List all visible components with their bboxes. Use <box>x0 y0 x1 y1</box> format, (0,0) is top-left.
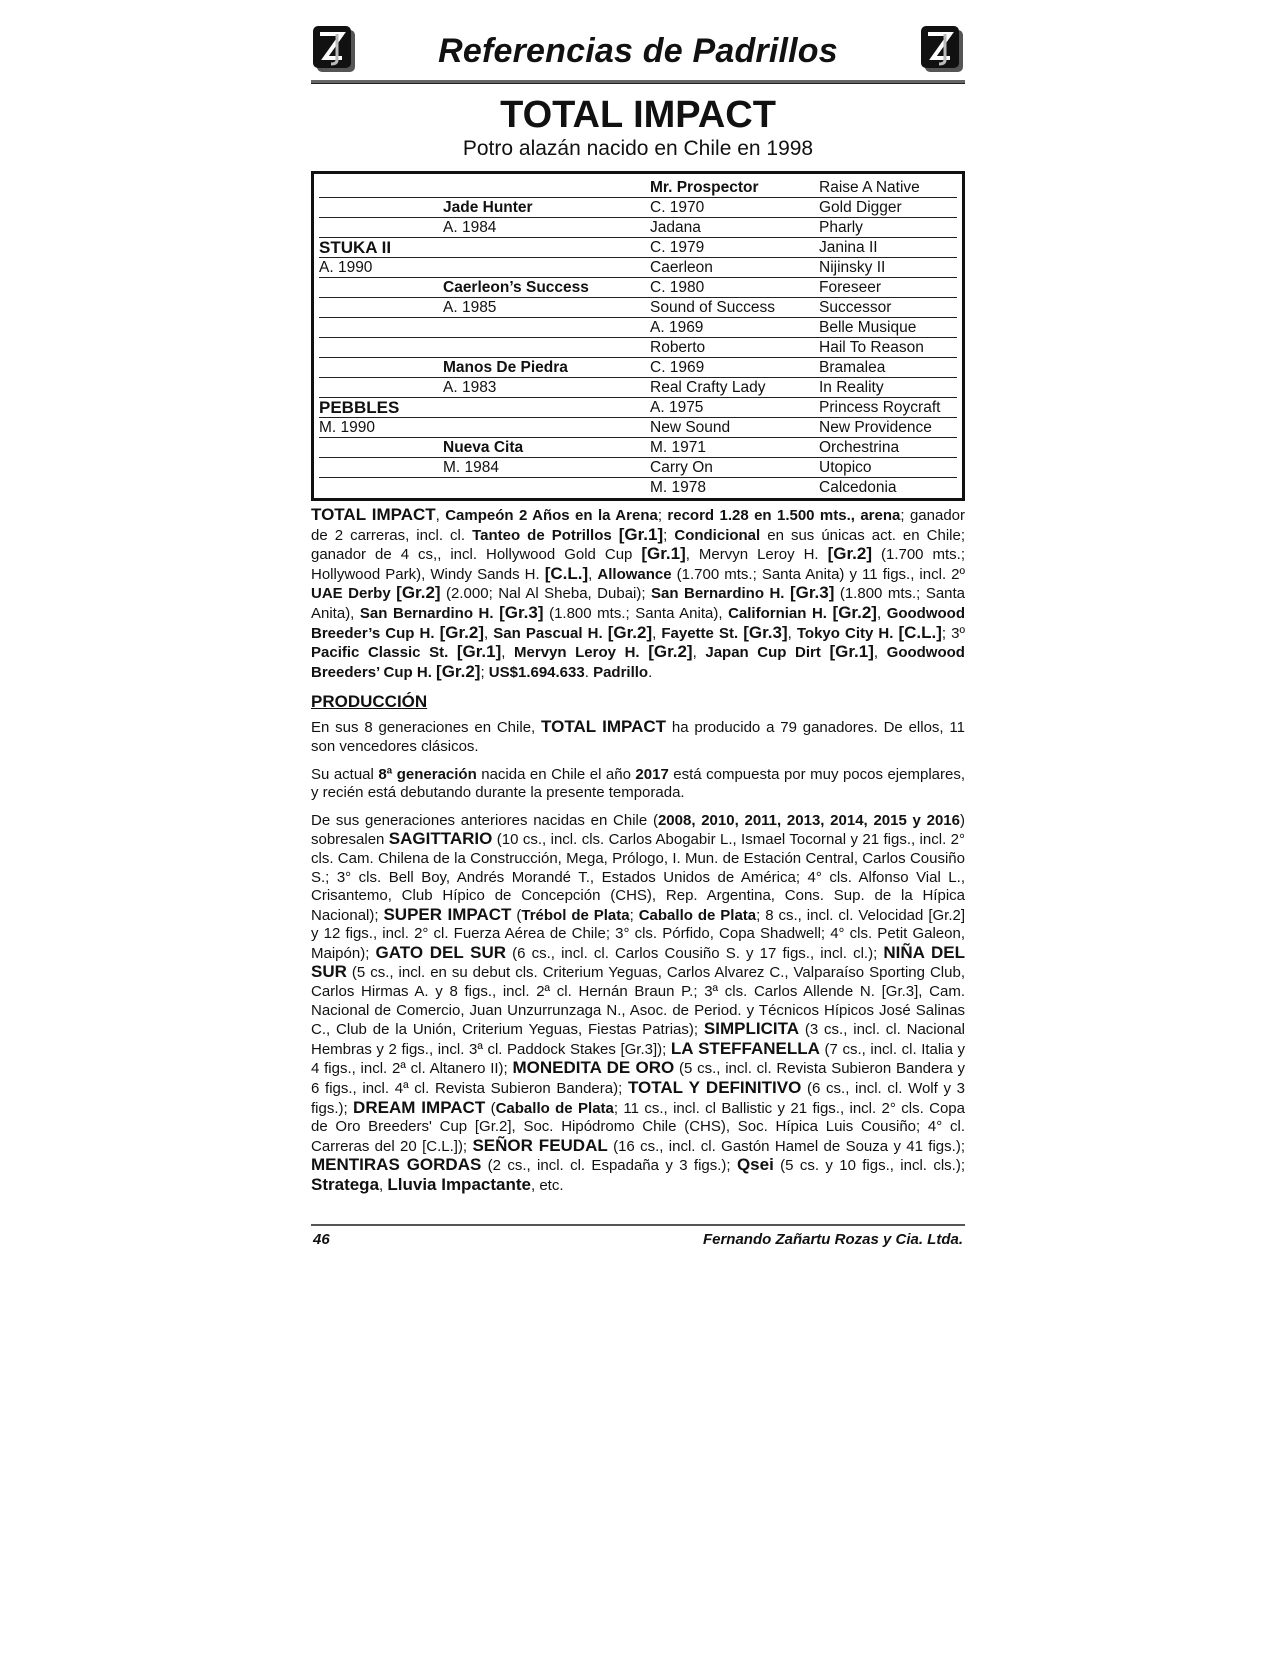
grade-text: [Gr.3] <box>743 622 788 642</box>
text-run: ha producido a 79 ganadores. De ellos, 11 son vencedores clásicos. <box>311 719 965 755</box>
pedigree-cell: Gold Digger <box>819 199 902 216</box>
text-run: . <box>584 663 594 681</box>
grade-text: [Gr.2] <box>832 602 877 622</box>
pedigree-row <box>319 278 957 298</box>
text-run: San Pascual H. <box>493 624 603 642</box>
pedigree-cell: Mr. Prospector <box>650 179 759 196</box>
text-run: Caballo de Plata <box>638 906 757 924</box>
pedigree-cell: Roberto <box>650 339 706 356</box>
pedigree-cell: Jade Hunter <box>443 199 533 216</box>
text-run: Goodwood Breeder’s Cup H. <box>311 604 965 642</box>
pedigree-cell: Nijinsky II <box>819 259 886 276</box>
pedigree-cell: Princess Roycraft <box>819 399 941 416</box>
text-run: Su actual <box>311 765 379 783</box>
horse-name-text: Stratega <box>311 1175 380 1194</box>
pedigree-cell: A. 1969 <box>650 319 704 336</box>
pedigree-cell: A. 1990 <box>319 259 373 276</box>
pedigree-row <box>319 318 957 338</box>
pedigree-table <box>311 171 965 501</box>
pedigree-cell: M. 1978 <box>650 479 707 496</box>
text-run: ; 11 cs., incl. cl Ballistic y 21 figs., incl. 2° cls. Copa de Oro Breeders' Cup <box>311 1099 965 1136</box>
text-run: (6 cs., incl. cl. Carlos Cousiño S. y 17 figs., incl. cl.); <box>506 944 884 962</box>
text-run: (1.700 mts.; Santa Anita) y 11 figs., incl. 2º <box>671 565 965 583</box>
text-run: , Mervyn Leroy H. <box>685 546 828 564</box>
horse-name-text: TOTAL Y DEFINITIVO <box>627 1078 802 1098</box>
text-run: , Soc. Hipódromo Chile (CHS), Soc. Hípica Luis Cousiño; 4° cl. Carreras del 20 <box>311 1118 965 1155</box>
pedigree-cell: STUKA II <box>319 238 392 257</box>
pedigree-row <box>319 218 957 238</box>
text-run: 8ª generación <box>378 765 477 783</box>
grade-text: [Gr.1] <box>641 544 686 564</box>
horse-name-text: MENTIRAS GORDAS <box>311 1155 482 1175</box>
pedigree-cell <box>319 378 443 397</box>
pedigree-cell <box>319 298 443 317</box>
pedigree-cell: A. 1984 <box>443 219 497 236</box>
pedigree-cell <box>319 178 443 197</box>
pedigree-cell: Foreseer <box>819 279 882 296</box>
pedigree-cell: Jadana <box>650 219 701 236</box>
pedigree-cell: C. 1980 <box>650 279 705 296</box>
horse-name-text: Qsei <box>736 1155 774 1175</box>
grade-text: [Gr.1] <box>618 524 664 544</box>
pedigree-row <box>319 358 957 378</box>
text-run <box>612 527 619 544</box>
pedigree-row <box>319 398 957 418</box>
grade-text: [Gr.1] <box>829 642 874 662</box>
text-run: Trébol de Plata <box>521 906 630 924</box>
horse-name-text: TOTAL IMPACT <box>311 505 436 524</box>
text-run: ( <box>485 1099 496 1117</box>
horse-name-text: SIMPLICITA <box>703 1019 799 1039</box>
pedigree-cell: Belle Musique <box>819 319 917 336</box>
pedigree-row <box>319 418 957 438</box>
grade-text: [C.L.] <box>544 563 589 583</box>
text-run: ; ganador de 2 carreras, incl. cl. <box>311 507 965 544</box>
pedigree-row <box>319 238 957 258</box>
text-run: , <box>873 644 887 662</box>
text-run: (7 cs., incl. cl. Italia y 4 figs., incl. 2ª cl. Altanero II); <box>311 1040 965 1078</box>
horse-name-text: MONEDITA DE ORO <box>512 1058 675 1078</box>
text-run: ; <box>657 507 668 524</box>
text-run: San Bernardino H. <box>651 585 785 603</box>
grade-text: [Gr.3] <box>881 983 919 1001</box>
pedigree-cell: Raise A Native <box>819 179 920 196</box>
zr-logo-icon <box>919 24 965 74</box>
text-run: ; <box>629 906 639 924</box>
produccion-section <box>311 718 965 1195</box>
produccion-paragraph <box>311 718 965 756</box>
text-run: (1.800 mts.; Santa Anita), <box>311 585 966 622</box>
text-run: , <box>652 624 662 642</box>
pedigree-cell <box>443 178 650 197</box>
text-run: Japan Cup Dirt <box>705 644 821 662</box>
text-run: Caballo de Plata <box>495 1099 614 1117</box>
pedigree-cell: M. 1971 <box>650 439 707 456</box>
pedigree-cell: Real Crafty Lady <box>650 379 766 396</box>
text-run: record 1.28 en 1.500 mts., arena <box>667 507 901 524</box>
pedigree-cell <box>443 478 650 497</box>
pedigree-cell: A. 1985 <box>443 299 497 316</box>
text-run: Tokyo City H. <box>796 624 894 642</box>
pedigree-cell <box>319 458 443 477</box>
grade-text: [Gr.2] <box>439 622 484 642</box>
horse-name-text: TOTAL IMPACT <box>541 717 667 737</box>
text-run: , <box>588 565 598 583</box>
text-run: (16 cs., incl. cl. Gastón Hamel de Souza y 41 figs.); <box>607 1137 965 1155</box>
text-run: (5 cs., incl. en su debut cls. Criterium Yeguas, Carlos Alvarez C., Valparaíso Sporting Club, Carlos Hirmas A. y 8 figs., incl. 2ª cl. Hernán Braun P.; 3ª cls. Carlos Allende N. <box>311 964 965 1001</box>
text-run: (1.700 mts.; Hollywood Park), Windy Sands H. <box>311 546 965 583</box>
horse-name-text: DREAM IMPACT <box>353 1097 486 1117</box>
text-run: (3 cs., incl. cl. Nacional Hembras y 2 figs., incl. 3ª cl. Paddock Stakes <box>311 1021 965 1058</box>
grade-text: [C.L.] <box>898 622 942 642</box>
grade-text: [Gr.3] <box>789 583 835 603</box>
text-run: 2008, 2010, 2011, 2013, 2014, 2015 y 2016 <box>657 811 960 829</box>
pedigree-row <box>319 458 957 478</box>
text-run: , <box>484 624 494 642</box>
pedigree-cell <box>443 318 650 337</box>
pedigree-row <box>319 378 957 398</box>
pedigree-cell: C. 1969 <box>650 359 705 376</box>
pedigree-cell <box>443 338 650 357</box>
pedigree-cell: M. 1984 <box>443 459 500 476</box>
pedigree-cell: Calcedonia <box>819 479 897 496</box>
text-run: US$1.694.633 <box>488 663 585 681</box>
text-run: Mervyn Leroy H. <box>514 644 640 662</box>
pedigree-cell: In Reality <box>819 379 884 396</box>
text-run: ; 3º <box>941 624 965 642</box>
text-run: nacida en Chile el año <box>476 765 636 783</box>
page-footer <box>311 1224 965 1252</box>
pedigree-cell: Hail To Reason <box>819 339 924 356</box>
text-run: San Bernardino H. <box>359 604 494 622</box>
text-run: ; <box>480 663 489 681</box>
pedigree-row <box>319 338 957 358</box>
text-run: ( <box>511 906 522 924</box>
text-run: , <box>692 644 706 662</box>
pedigree-cell <box>319 198 443 217</box>
pedigree-cell: Sound of Success <box>650 299 775 316</box>
pedigree-cell: Nueva Cita <box>443 439 524 456</box>
pedigree-cell: PEBBLES <box>319 398 400 417</box>
text-run: , <box>787 624 797 642</box>
pedigree-cell <box>319 438 443 457</box>
text-run: (6 cs., incl. cl. Wolf y 3 figs.); <box>311 1080 965 1117</box>
header-title: Referencias de Padrillos <box>438 32 838 70</box>
produccion-paragraph <box>311 766 965 803</box>
text-run: , etc. <box>530 1177 564 1194</box>
document-page <box>311 20 966 1248</box>
page-header <box>311 20 965 80</box>
text-run <box>448 644 457 661</box>
pedigree-cell: Carry On <box>650 459 713 476</box>
pedigree-cell: Janina II <box>819 239 878 256</box>
pedigree-cell <box>319 358 443 377</box>
text-run: UAE Derby <box>311 585 391 603</box>
section-title-produccion: PRODUCCIÓN <box>311 692 428 712</box>
grade-text: [Gr.2] <box>396 583 441 603</box>
text-run: En sus 8 generaciones en Chile, <box>311 719 542 737</box>
horse-name-text: Lluvia Impactante <box>387 1175 531 1194</box>
pedigree-cell: C. 1970 <box>650 199 705 216</box>
pedigree-cell: A. 1983 <box>443 379 497 396</box>
grade-text: [Gr.2] <box>607 622 653 642</box>
horse-subtitle: Potro alazán nacido en Chile en 1998 <box>462 137 814 160</box>
text-run: ); <box>657 1040 671 1058</box>
pedigree-cell: Successor <box>819 299 892 316</box>
text-run <box>640 644 649 661</box>
grade-text: [Gr.3] <box>499 602 544 622</box>
pedigree-row <box>319 178 957 198</box>
text-run: ) sobresalen <box>311 811 965 849</box>
grade-text: [Gr.2] <box>648 642 693 662</box>
text-run: . <box>648 663 653 681</box>
horse-name-text: GATO DEL SUR <box>375 942 507 962</box>
text-run: , <box>876 604 887 622</box>
text-run: , <box>501 644 515 662</box>
pedigree-cell <box>443 418 650 437</box>
pedigree-row <box>319 258 957 278</box>
text-run: ; 8 cs., incl. cl. Velocidad <box>756 906 929 924</box>
horse-name-text: SEÑOR FEUDAL <box>472 1135 608 1155</box>
text-run: , <box>379 1177 388 1194</box>
horse-name-text: NIÑA DEL SUR <box>311 942 965 982</box>
text-run: (10 cs., incl. cls. Carlos Abogabir L., Ismael Tocornal y 21 figs., incl. 2° cls. Cam. Chilena de la Construcción, Mega, Prólogo, I. Mun. de Estación Central, Carlos Cousiño S.; 3° cls. Bell Boy, Andrés Morandé T., Estados Unidos de América; 4° cls. Alfonso Vial L., Crisantemo, Club Hípico de Concepción (CHS), Rep. Argentina, Cons. Sup. de la Hípica Nacional); <box>311 831 965 924</box>
grade-text: [Gr.1] <box>456 642 502 662</box>
text-run: (5 cs. y 10 figs., incl. cls.); <box>773 1157 965 1175</box>
grade-text: [Gr.2] <box>474 1118 512 1136</box>
pedigree-cell <box>443 258 650 277</box>
pedigree-cell: New Sound <box>650 419 731 436</box>
pedigree-cell: Utopico <box>819 459 872 476</box>
pedigree-cell <box>319 278 443 297</box>
text-run: (1.800 mts.; Santa Anita), <box>543 604 729 622</box>
pedigree-cell: A. 1975 <box>650 399 704 416</box>
pedigree-cell: Pharly <box>819 219 863 236</box>
text-run: Pacific Classic St. <box>311 644 449 662</box>
horse-name-text: SAGITTARIO <box>388 829 493 849</box>
text-run: 2017 <box>635 765 669 783</box>
page-number: 46 <box>313 1231 330 1248</box>
text-run: Californian H. <box>728 604 827 622</box>
grade-text: [Gr.2] <box>827 544 872 564</box>
horse-name: TOTAL IMPACT <box>500 94 776 136</box>
text-run: en sus únicas act. en Chile; ganador de 4 cs,, incl. Hollywood Gold Cup <box>311 526 966 564</box>
pedigree-cell <box>319 338 443 357</box>
pedigree-cell: Bramalea <box>819 359 886 376</box>
text-run: , <box>435 507 446 524</box>
pedigree-cell: M. 1990 <box>319 419 376 436</box>
pedigree-cell <box>319 218 443 237</box>
text-run: y 12 figs., incl. 2° cl. Fuerza Aérea de Chile; 3° cls. Pórfido, Copa Shadwell; 4° cls. Petit Galeon, Maipón); <box>311 925 965 962</box>
horse-name-text: LA STEFFANELLA <box>670 1038 820 1058</box>
horse-name-text: SUPER IMPACT <box>383 904 512 924</box>
text-run: (2 cs., incl. cl. Espadaña y 3 figs.); <box>481 1157 737 1175</box>
text-run: Goodwood Breeders’ Cup H. <box>311 644 965 681</box>
race-record-paragraph <box>311 506 965 682</box>
pedigree-row <box>319 478 957 497</box>
pedigree-cell <box>443 398 650 417</box>
pedigree-row <box>319 298 957 318</box>
pedigree-row <box>319 198 957 218</box>
text-run: Fayette St. <box>661 624 739 642</box>
pedigree-cell: Caerleon <box>650 259 713 276</box>
text-run: ); <box>457 1137 473 1155</box>
pedigree-cell: Caerleon’s Success <box>443 279 589 296</box>
header-divider <box>311 80 965 84</box>
text-run: Padrillo <box>593 663 649 681</box>
pedigree-cell <box>319 318 443 337</box>
text-run: (5 cs., incl. cl. Revista Subieron Bandera y 6 figs., incl. 4ª cl. Revista Subieron Bandera); <box>311 1060 965 1098</box>
grade-text: [C.L.] <box>422 1137 458 1155</box>
text-run: Condicional <box>674 526 761 544</box>
text-run: Allowance <box>597 565 672 583</box>
grade-text: [Gr.2] <box>928 906 965 924</box>
text-run: , Cam. Nacional de Comercio, Juan Unzurrunzaga N., Asoc. de Period. y Técnicos Hípicos José Salinas C., Club de la Unión, Criterium Yeguas, Fiestas Patrias); <box>311 983 965 1039</box>
pedigree-cell <box>443 238 650 257</box>
publisher-name: Fernando Zañartu Rozas y Cia. Ltda. <box>702 1231 963 1248</box>
pedigree-cell: New Providence <box>819 419 932 436</box>
text-run: (2.000; Nal Al Sheba, Dubai); <box>440 585 652 603</box>
text-run: ; <box>663 526 675 544</box>
pedigree-cell: C. 1979 <box>650 239 705 256</box>
pedigree-row <box>319 438 957 458</box>
text-run: Tanteo de Potrillos <box>472 526 612 544</box>
pedigree-cell: Manos De Piedra <box>443 359 568 376</box>
text-run: está compuesta por muy pocos ejemplares, y recién está debutando durante la presente temporada. <box>311 765 965 802</box>
pedigree-cell: Orchestrina <box>819 439 900 456</box>
grade-text: [Gr.2] <box>436 661 481 681</box>
grade-text: [Gr.3] <box>620 1040 658 1058</box>
pedigree-cell <box>319 478 443 497</box>
produccion-paragraph <box>311 812 965 1196</box>
text-run: De sus generaciones anteriores nacidas en Chile ( <box>311 811 658 829</box>
text-run: Campeón 2 Años en la Arena <box>445 507 658 524</box>
